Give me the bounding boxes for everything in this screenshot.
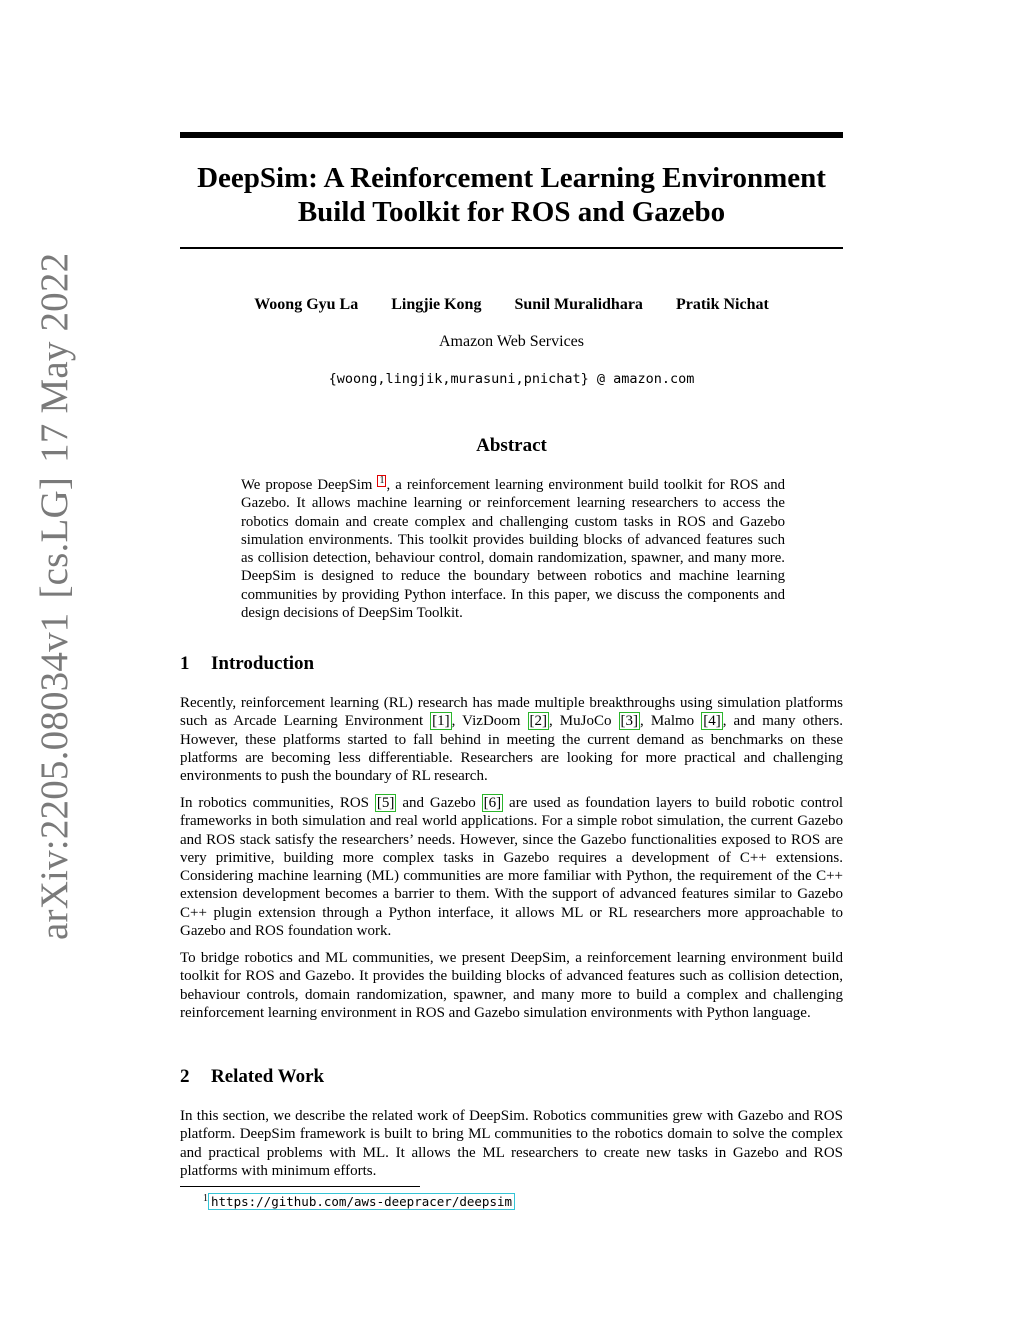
paper-title bbox=[180, 161, 843, 229]
arxiv-id: arXiv:2205.08034v1 bbox=[33, 612, 76, 940]
citation-link[interactable]: [4] bbox=[703, 713, 721, 730]
author-emails: {woong,lingjik,murasuni,pnichat} @ amazon.com bbox=[328, 371, 695, 387]
citation-link[interactable]: [2] bbox=[529, 713, 547, 730]
title-line-1: DeepSim: A Reinforcement Learning Environment bbox=[197, 162, 826, 194]
arxiv-category: [cs.LG] bbox=[33, 476, 76, 599]
citation-link[interactable]: [1] bbox=[432, 713, 450, 730]
intro-paragraph-2: In robotics communities, ROS [5] and Gazebo [6] are used as foundation layers to build robotic control frameworks in both simulation and real world applications. For a simple robot simulation, the current Gazebo and ROS stack satisfy the researchers’ needs. However, since the Gazebo functionalities exposed to ROS are very primitive, building more complex tasks in Gazebo requires a development of C++ extensions. Considering machine learning (ML) communities are more familiar with Python, the requirement of the C++ extension development becomes a barrier to them. With the support of advanced features similar to Gazebo C++ plugin extension through a Python interface, it allows ML or RL researchers more approachable to Gazebo and ROS foundation work. bbox=[180, 795, 843, 940]
citation-link[interactable]: [5] bbox=[376, 795, 395, 811]
citation-link[interactable]: [3] bbox=[620, 713, 639, 730]
related-work-paragraph-1: In this section, we describe the related work of DeepSim. Robotics communities grew with Gazebo and ROS platform. DeepSim framework is built to bring ML communities to the robotics domain to solve the complex and practical problems with ML. It allows the ML researchers to create new tasks in Gazebo and ROS platforms with minimum efforts. bbox=[180, 1108, 843, 1179]
title-bottom-rule bbox=[180, 247, 843, 249]
section-heading-related-work bbox=[180, 1065, 324, 1089]
author-name: Sunil Muralidhara bbox=[514, 296, 643, 313]
citation-link[interactable]: [6] bbox=[483, 795, 502, 811]
footnote-url-link[interactable]: https://github.com/aws-deepracer/deepsim bbox=[208, 1193, 515, 1210]
abstract-heading: Abstract bbox=[476, 435, 547, 456]
affiliation: Amazon Web Services bbox=[438, 333, 585, 350]
author-name: Lingjie Kong bbox=[391, 296, 482, 313]
arxiv-date: 17 May 2022 bbox=[33, 252, 76, 463]
intro-paragraph-1: Recently, reinforcement learning (RL) research has made multiple breakthroughs using simulation platforms such as Arcade Learning Environment [1] , VizDoom [2] , MuJoCo [3] , Malmo [4] , and many others. However, these platforms started to fall behind in meeting the current demand as benchmarks on these platforms are becoming less differentiable. Researchers are looking for more practical and challenging environments to push the boundary of RL research. bbox=[180, 695, 843, 785]
abstract-text-rest: , a reinforcement learning environment build toolkit for ROS and Gazebo. It allows machine learning or reinforcement learning researchers to access the robotics domain and create complex and challenging custom tasks in ROS and Gazebo simulation environments. This toolkit provides building blocks of advanced features such as collision detection, behaviour control, domain randomization, spawner, and many more. DeepSim is designed to reduce the boundary between robotics and machine learning communities by providing Python interface. In this paper, we discuss the components and design decisions of DeepSim Toolkit. bbox=[241, 477, 785, 622]
footnote-rule bbox=[180, 1186, 420, 1187]
section-number: 1 bbox=[180, 653, 190, 674]
section-title: Introduction bbox=[211, 653, 315, 674]
author-name: Woong Gyu La bbox=[254, 296, 359, 313]
intro-paragraph-3: To bridge robotics and ML communities, we present DeepSim, a reinforcement learning environment build toolkit for ROS and Gazebo. It provides the building blocks of advanced features such as collision detection, behaviour controls, domain randomization, spawner, and many more to build a complex and challenging reinforcement learning environment in ROS and Gazebo simulation environments with Python language. bbox=[180, 950, 843, 1021]
section-number: 2 bbox=[180, 1066, 190, 1087]
section-heading-introduction bbox=[180, 652, 314, 676]
abstract-body bbox=[241, 475, 785, 622]
arxiv-identifier-stamp bbox=[32, 253, 77, 940]
footnote bbox=[203, 1190, 515, 1212]
footnote-link[interactable]: 1 bbox=[379, 475, 385, 486]
section-title: Related Work bbox=[211, 1066, 325, 1087]
author-name: Pratik Nichat bbox=[675, 296, 769, 313]
title-top-rule bbox=[180, 132, 843, 138]
title-line-2: Build Toolkit for ROS and Gazebo bbox=[297, 196, 726, 228]
footnote-mark: 1 bbox=[203, 1193, 208, 1204]
author-list bbox=[180, 295, 843, 315]
abstract-text-start: We propose DeepSim bbox=[241, 477, 373, 493]
